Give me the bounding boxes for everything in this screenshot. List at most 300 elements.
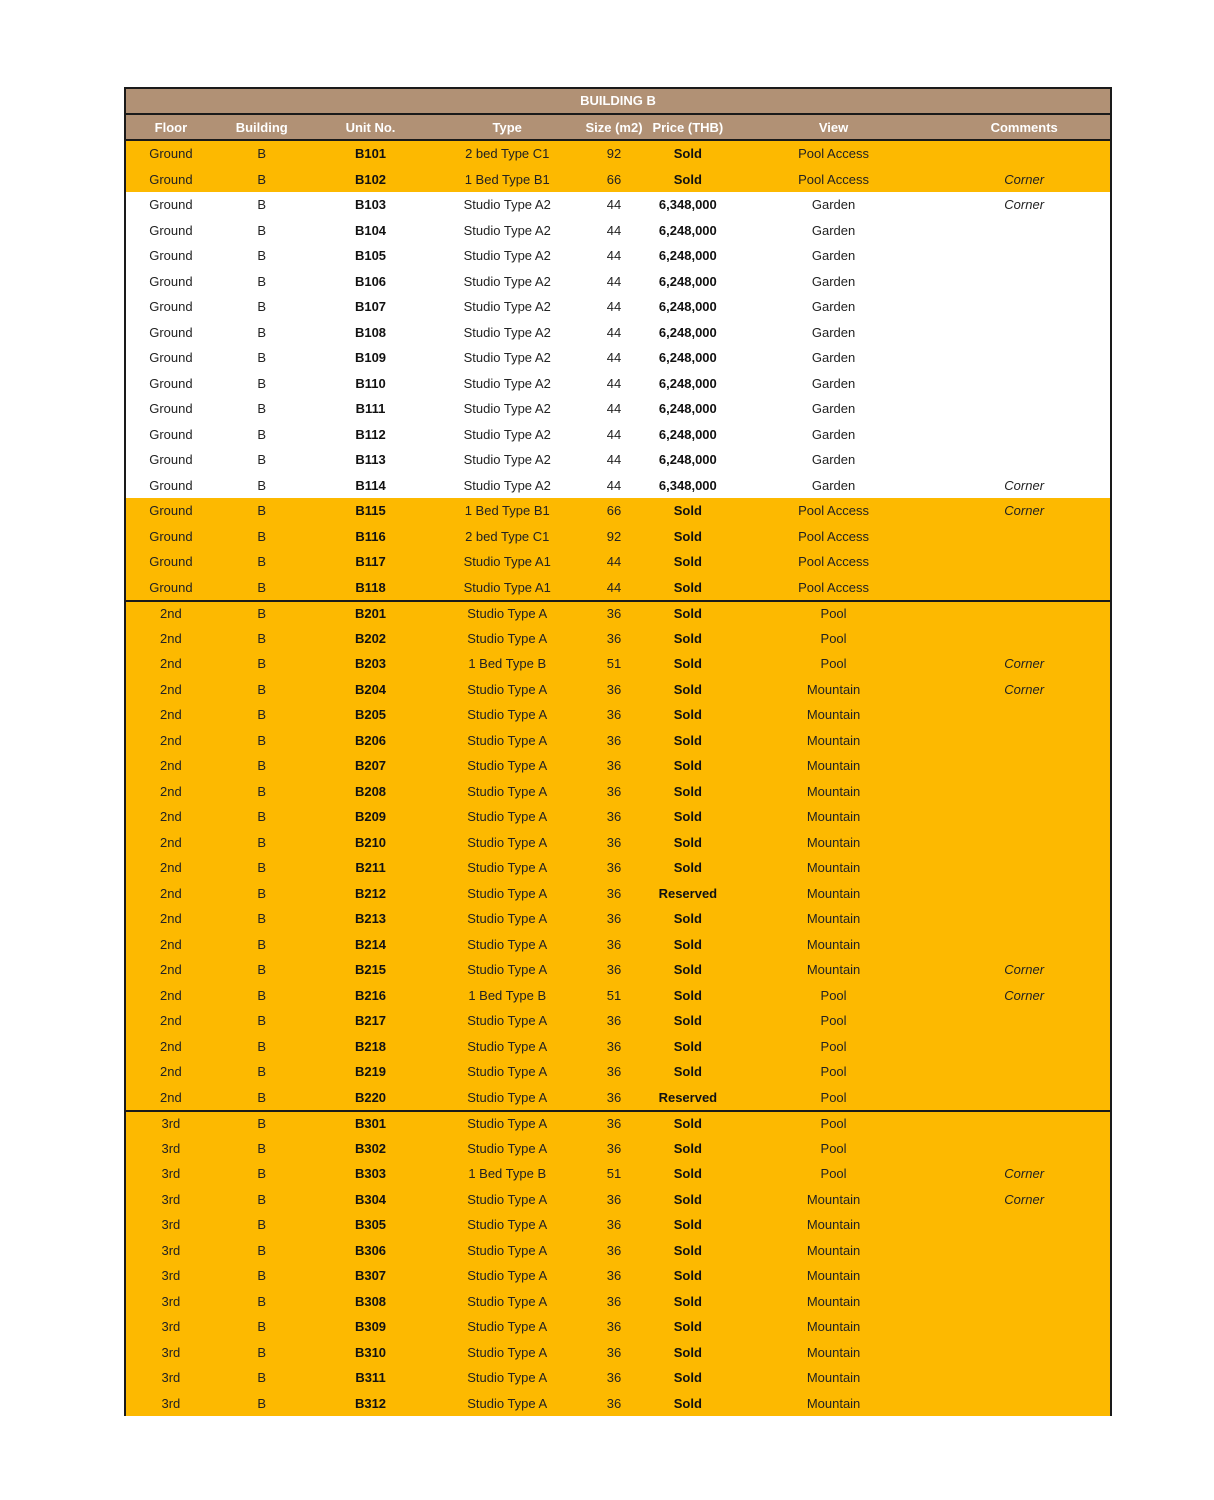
cell-comment: Corner [1004,656,1045,672]
cell-price: Sold [673,962,702,978]
cell-unit-no: B303 [354,1166,387,1182]
cell-type: Studio Type A2 [463,248,551,264]
cell-type: Studio Type A [467,630,548,646]
cell-size: 44 [606,350,622,366]
cell-view: Pool [820,1166,847,1182]
cell-comment: Corner [1004,681,1045,697]
cell-unit-no: B211 [355,860,386,876]
cell-view: Mountain [806,758,861,774]
table-row [126,243,1110,269]
cell-unit-no: B209 [354,809,387,825]
cell-price: Sold [673,1217,702,1233]
cell-building: B [257,758,267,774]
cell-unit-no: B101 [354,146,387,162]
cell-unit-no: B304 [354,1191,387,1207]
cell-size: 36 [606,962,622,978]
cell-building: B [257,146,267,162]
cell-floor: 2nd [160,758,182,774]
cell-price: Sold [673,528,702,544]
cell-unit-no: B206 [354,732,387,748]
cell-building: B [257,222,267,238]
cell-building: B [257,860,267,876]
cell-size: 44 [606,324,622,340]
cell-building: B [257,528,267,544]
table-title: BUILDING B [126,89,1110,115]
cell-view: Mountain [806,936,861,952]
cell-floor: 2nd [160,1038,182,1054]
cell-comment: Corner [1004,987,1045,1003]
cell-building: B [257,783,267,799]
cell-view: Mountain [806,809,861,825]
cell-floor: 2nd [160,987,182,1003]
table-row [126,600,1110,626]
cell-floor: 2nd [160,656,182,672]
table-row [126,498,1110,524]
cell-type: Studio Type A2 [463,477,551,493]
cell-floor: 3rd [161,1116,181,1132]
cell-view: Pool [820,606,847,622]
cell-size: 36 [606,732,622,748]
cell-type: Studio Type A2 [463,197,551,213]
cell-price: Sold [673,1038,702,1054]
cell-unit-no: B210 [354,834,387,850]
cell-type: 1 Bed Type B1 [464,171,550,187]
cell-price: Sold [673,630,702,646]
cell-size: 36 [606,1116,622,1132]
cell-view: Pool [820,987,847,1003]
cell-size: 44 [606,554,622,570]
cell-view: Mountain [806,1319,861,1335]
cell-price: Sold [673,1064,702,1080]
table-row [126,932,1110,958]
table-row [126,830,1110,856]
cell-type: Studio Type A [467,1319,548,1335]
cell-type: Studio Type A [467,732,548,748]
table-row [126,1161,1110,1187]
cell-floor: 3rd [161,1242,181,1258]
cell-price: 6,348,000 [658,477,717,493]
cell-type: Studio Type A [467,681,548,697]
table-row [126,1059,1110,1085]
header-floor: Floor [154,119,188,135]
cell-unit-no: B213 [354,911,387,927]
cell-type: Studio Type A2 [463,299,551,315]
cell-size: 36 [606,1013,622,1029]
cell-building: B [257,401,267,417]
table-row [126,167,1110,193]
cell-building: B [257,1293,267,1309]
cell-unit-no: B118 [355,579,386,595]
cell-floor: 3rd [161,1191,181,1207]
cell-type: Studio Type A [467,1370,548,1386]
cell-unit-no: B216 [354,987,387,1003]
cell-view: Pool [820,1089,847,1105]
cell-floor: Ground [149,375,193,391]
cell-type: Studio Type A [467,1293,548,1309]
cell-price: 6,248,000 [658,273,717,289]
cell-building: B [257,732,267,748]
cell-price: Sold [673,732,702,748]
cell-building: B [257,477,267,493]
cell-view: Garden [811,426,856,442]
table-row [126,804,1110,830]
cell-unit-no: B311 [355,1370,386,1386]
cell-size: 44 [606,401,622,417]
cell-size: 44 [606,426,622,442]
cell-price: Sold [673,758,702,774]
cell-type: Studio Type A [467,1268,548,1284]
cell-floor: Ground [149,171,193,187]
cell-building: B [257,1268,267,1284]
cell-price: Sold [673,1319,702,1335]
cell-view: Mountain [806,1344,861,1360]
cell-building: B [257,248,267,264]
cell-view: Mountain [806,1191,861,1207]
cell-size: 66 [606,171,622,187]
cell-unit-no: B202 [354,630,387,646]
cell-price: Sold [673,579,702,595]
cell-price: 6,248,000 [658,324,717,340]
cell-building: B [257,606,267,622]
cell-unit-no: B208 [354,783,387,799]
cell-type: 1 Bed Type B1 [464,503,550,519]
cell-floor: 3rd [161,1140,181,1156]
cell-price: 6,248,000 [658,401,717,417]
cell-price: Sold [673,171,702,187]
table-row [126,141,1110,167]
cell-type: Studio Type A [467,1089,548,1105]
cell-floor: 2nd [160,936,182,952]
cell-price: 6,248,000 [658,248,717,264]
cell-price: Sold [673,911,702,927]
cell-price: Sold [673,1191,702,1207]
cell-type: Studio Type A2 [463,273,551,289]
cell-size: 44 [606,197,622,213]
cell-size: 44 [606,299,622,315]
cell-floor: 3rd [161,1344,181,1360]
cell-view: Garden [811,477,856,493]
cell-floor: Ground [149,324,193,340]
cell-view: Pool [820,1064,847,1080]
table-row [126,1289,1110,1315]
cell-price: Sold [673,1395,702,1411]
cell-view: Mountain [806,783,861,799]
cell-building: B [257,681,267,697]
cell-unit-no: B302 [354,1140,387,1156]
cell-size: 36 [606,1217,622,1233]
cell-size: 92 [606,146,622,162]
cell-view: Mountain [806,681,861,697]
cell-building: B [257,834,267,850]
table-row [126,524,1110,550]
cell-view: Garden [811,273,856,289]
cell-building: B [257,1166,267,1182]
cell-comment: Corner [1004,503,1045,519]
cell-view: Pool Access [798,146,869,162]
cell-price: Sold [673,1268,702,1284]
cell-type: Studio Type A2 [463,324,551,340]
cell-size: 44 [606,222,622,238]
cell-floor: 3rd [161,1293,181,1309]
cell-building: B [257,987,267,1003]
cell-view: Pool [820,656,847,672]
cell-building: B [257,579,267,595]
cell-size: 51 [606,1166,622,1182]
cell-building: B [257,324,267,340]
cell-type: Studio Type A2 [463,222,551,238]
cell-price: Sold [673,936,702,952]
cell-size: 36 [606,834,622,850]
cell-unit-no: B306 [354,1242,387,1258]
cell-size: 36 [606,1140,622,1156]
table-row [126,779,1110,805]
cell-floor: 2nd [160,732,182,748]
cell-size: 36 [606,1242,622,1258]
cell-size: 44 [606,579,622,595]
cell-floor: Ground [149,528,193,544]
cell-floor: Ground [149,299,193,315]
cell-size: 36 [606,860,622,876]
cell-price: Sold [673,1242,702,1258]
cell-view: Garden [811,197,856,213]
cell-floor: 3rd [161,1319,181,1335]
cell-unit-no: B115 [355,503,386,519]
cell-price: 6,248,000 [658,299,717,315]
cell-type: Studio Type A1 [463,579,551,595]
cell-type: Studio Type A [467,1064,548,1080]
cell-type: Studio Type A [467,885,548,901]
cell-building: B [257,554,267,570]
table-row [126,651,1110,677]
cell-building: B [257,936,267,952]
cell-type: Studio Type A [467,1140,548,1156]
cell-price: Sold [673,606,702,622]
cell-unit-no: B116 [355,528,386,544]
table-row [126,1263,1110,1289]
cell-floor: Ground [149,273,193,289]
cell-comment: Corner [1004,477,1045,493]
cell-floor: 2nd [160,1089,182,1105]
cell-price: Sold [673,1370,702,1386]
header-view: View [818,119,849,135]
cell-size: 36 [606,885,622,901]
cell-building: B [257,452,267,468]
table-row [126,422,1110,448]
table-row [126,1008,1110,1034]
cell-floor: 2nd [160,630,182,646]
cell-floor: 3rd [161,1370,181,1386]
cell-unit-no: B218 [354,1038,387,1054]
cell-size: 36 [606,1319,622,1335]
cell-floor: Ground [149,426,193,442]
cell-unit-no: B301 [354,1116,387,1132]
cell-price: Sold [673,1344,702,1360]
cell-price: Sold [673,681,702,697]
table-row [126,702,1110,728]
cell-unit-no: B219 [354,1064,387,1080]
header-type: Type [492,119,522,135]
cell-view: Pool [820,1116,847,1132]
cell-building: B [257,1013,267,1029]
cell-view: Mountain [806,732,861,748]
cell-type: Studio Type A [467,1344,548,1360]
cell-price: 6,248,000 [658,375,717,391]
table-row [126,1034,1110,1060]
cell-type: Studio Type A [467,758,548,774]
cell-price: Sold [673,834,702,850]
cell-price: Reserved [658,885,718,901]
cell-price: Reserved [658,1089,718,1105]
table-row [126,983,1110,1009]
cell-size: 51 [606,987,622,1003]
cell-size: 36 [606,606,622,622]
cell-view: Pool Access [798,528,869,544]
cell-unit-no: B307 [354,1268,387,1284]
cell-floor: 2nd [160,885,182,901]
cell-view: Garden [811,324,856,340]
cell-view: Garden [811,401,856,417]
table-row [126,1340,1110,1366]
cell-size: 36 [606,1395,622,1411]
table-row [126,1110,1110,1136]
cell-size: 44 [606,273,622,289]
cell-size: 36 [606,707,622,723]
cell-view: Pool [820,1038,847,1054]
cell-type: 1 Bed Type B [468,656,547,672]
cell-unit-no: B201 [354,606,387,622]
cell-type: Studio Type A [467,606,548,622]
cell-price: Sold [673,783,702,799]
table-row [126,549,1110,575]
cell-floor: 2nd [160,1064,182,1080]
cell-size: 36 [606,1038,622,1054]
table-row [126,1391,1110,1417]
cell-type: 2 bed Type C1 [465,528,550,544]
cell-price: Sold [673,656,702,672]
cell-unit-no: B110 [355,375,386,391]
cell-unit-no: B108 [354,324,387,340]
table-row [126,396,1110,422]
cell-price: Sold [673,1013,702,1029]
cell-type: Studio Type A [467,911,548,927]
table-row [126,1136,1110,1162]
cell-unit-no: B207 [354,758,387,774]
cell-floor: 3rd [161,1395,181,1411]
cell-unit-no: B205 [354,707,387,723]
table-row [126,957,1110,983]
cell-unit-no: B214 [354,936,387,952]
cell-price: Sold [673,146,702,162]
cell-comment: Corner [1004,1191,1045,1207]
cell-type: Studio Type A2 [463,401,551,417]
cell-floor: Ground [149,554,193,570]
cell-building: B [257,299,267,315]
table-row [126,447,1110,473]
cell-type: 2 bed Type C1 [465,146,550,162]
cell-size: 44 [606,248,622,264]
table-row [126,855,1110,881]
cell-type: Studio Type A [467,809,548,825]
cell-size: 36 [606,630,622,646]
table-row [126,1212,1110,1238]
cell-building: B [257,630,267,646]
cell-view: Pool [820,630,847,646]
cell-floor: Ground [149,248,193,264]
cell-price: Sold [673,809,702,825]
cell-type: Studio Type A [467,1191,548,1207]
cell-unit-no: B203 [354,656,387,672]
cell-unit-no: B309 [354,1319,387,1335]
header-unit-no: Unit No. [345,119,396,135]
cell-building: B [257,1064,267,1080]
cell-building: B [257,197,267,213]
column-header-row [126,115,1110,141]
cell-floor: Ground [149,401,193,417]
cell-building: B [257,1395,267,1411]
cell-type: Studio Type A [467,783,548,799]
cell-floor: Ground [149,350,193,366]
cell-building: B [257,809,267,825]
cell-view: Mountain [806,834,861,850]
cell-size: 36 [606,1344,622,1360]
cell-size: 36 [606,783,622,799]
table-row [126,1365,1110,1391]
cell-size: 92 [606,528,622,544]
cell-floor: Ground [149,477,193,493]
cell-view: Mountain [806,911,861,927]
cell-floor: 3rd [161,1166,181,1182]
cell-view: Mountain [806,1217,861,1233]
cell-size: 44 [606,375,622,391]
cell-size: 36 [606,758,622,774]
cell-floor: 2nd [160,860,182,876]
cell-view: Pool Access [798,171,869,187]
cell-price: Sold [673,1116,702,1132]
cell-unit-no: B103 [354,197,387,213]
table-row [126,575,1110,601]
cell-unit-no: B102 [354,171,387,187]
cell-type: Studio Type A [467,962,548,978]
cell-type: 1 Bed Type B [468,987,547,1003]
cell-building: B [257,426,267,442]
cell-type: Studio Type A2 [463,452,551,468]
cell-view: Garden [811,248,856,264]
cell-comment: Corner [1004,197,1045,213]
cell-building: B [257,962,267,978]
cell-type: Studio Type A [467,1242,548,1258]
table-row [126,1314,1110,1340]
cell-view: Pool Access [798,503,869,519]
table-row [126,1187,1110,1213]
cell-size: 36 [606,1064,622,1080]
cell-price: Sold [673,554,702,570]
cell-price: 6,248,000 [658,350,717,366]
cell-view: Mountain [806,1268,861,1284]
cell-type: Studio Type A [467,936,548,952]
cell-building: B [257,1344,267,1360]
table-row [126,192,1110,218]
header-building: Building [235,119,288,135]
cell-price: 6,248,000 [658,452,717,468]
table-row [126,371,1110,397]
cell-type: Studio Type A [467,1116,548,1132]
cell-building: B [257,1242,267,1258]
header-comments: Comments [990,119,1058,135]
cell-size: 36 [606,1370,622,1386]
cell-price: Sold [673,707,702,723]
cell-price: Sold [673,1166,702,1182]
cell-unit-no: B204 [354,681,387,697]
